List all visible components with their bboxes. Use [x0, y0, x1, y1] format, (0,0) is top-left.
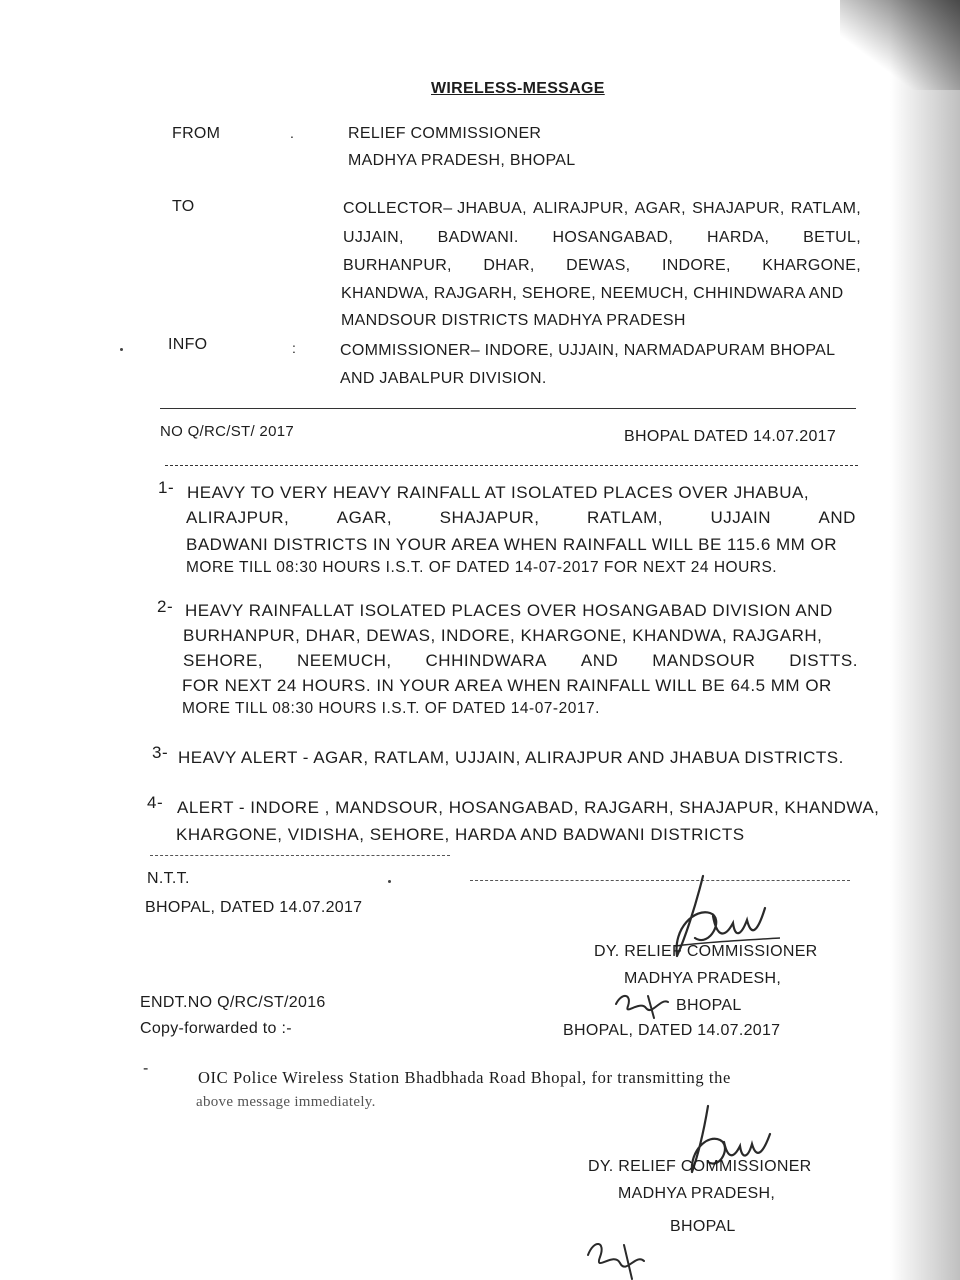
divider-dashed-left — [150, 855, 450, 856]
divider-bottom — [165, 465, 858, 466]
info-line-2: AND JABALPUR DIVISION. — [340, 370, 547, 387]
page-corner-shadow — [840, 0, 960, 90]
item-2-line-1: HEAVY RAINFALLAT ISOLATED PLACES OVER HOSANGABAD DIVISION AND — [185, 601, 833, 620]
signature-2-state: MADHYA PRADESH, — [618, 1185, 776, 1202]
endorsement-text-2: above message immediately. — [196, 1094, 376, 1110]
to-line-5: MANDSOUR DISTRICTS MADHYA PRADESH — [341, 312, 686, 329]
margin-dot — [120, 348, 123, 351]
info-line-1: COMMISSIONER– INDORE, UJJAIN, NARMADAPURAM BHOPAL — [340, 342, 836, 359]
page-edge-shadow — [890, 0, 960, 1280]
item-word: SEHORE, — [183, 651, 264, 670]
ntt-label: N.T.T. — [147, 870, 190, 887]
from-line-2: MADHYA PRADESH, BHOPAL — [348, 152, 576, 169]
to-label: TO — [172, 198, 195, 215]
reference-number: NO Q/RC/ST/ 2017 — [160, 423, 295, 440]
divider-top — [160, 408, 856, 409]
item-4-line-2: KHARGONE, VIDISHA, SEHORE, HARDA AND BADWANI DISTRICTS — [176, 825, 745, 844]
item-3-number: 3- — [152, 743, 169, 762]
item-word: NEEMUCH, — [296, 651, 392, 670]
to-word: COLLECTOR– JHABUA, — [343, 200, 527, 217]
item-word: SHAJAPUR, — [439, 508, 540, 527]
to-word: KHARGONE, — [762, 257, 861, 274]
margin-dot — [388, 880, 391, 883]
from-separator: . — [290, 125, 295, 141]
item-1-line-2 — [186, 508, 856, 528]
signature-1-title: DY. RELIEF COMMISSIONER — [594, 943, 818, 960]
item-1-number: 1- — [158, 478, 175, 497]
item-word: AND — [818, 508, 856, 527]
item-2-line-3 — [183, 651, 858, 671]
signature-1-date: BHOPAL, DATED 14.07.2017 — [563, 1022, 781, 1039]
item-4-line-1: ALERT - INDORE , MANDSOUR, HOSANGABAD, RAJGARH, SHAJAPUR, KHANDWA, — [177, 798, 880, 817]
document-title: WIRELESS-MESSAGE — [431, 80, 605, 97]
item-word: AND — [580, 651, 619, 670]
from-line-1: RELIEF COMMISSIONER — [348, 125, 542, 142]
item-word: UJJAIN — [710, 508, 772, 527]
to-word: UJJAIN, — [343, 229, 404, 246]
to-line-4: KHANDWA, RAJGARH, SEHORE, NEEMUCH, CHHINDWARA AND — [341, 285, 844, 302]
item-word: ALIRAJPUR, — [186, 508, 290, 527]
to-word: AGAR, — [634, 200, 686, 217]
copy-forwarded-label: Copy-forwarded to :- — [140, 1020, 292, 1037]
to-word: BADWANI. — [437, 229, 519, 246]
to-word: BURHANPUR, — [343, 257, 452, 274]
endorsement-number: ENDT.NO Q/RC/ST/2016 — [140, 994, 326, 1011]
item-word: DISTTS. — [789, 651, 858, 670]
item-word: MANDSOUR — [652, 651, 756, 670]
to-word: ALIRAJPUR, — [532, 200, 629, 217]
to-line-1 — [343, 200, 861, 218]
endorsement-bullet: - — [143, 1060, 149, 1077]
item-4-number: 4- — [147, 793, 164, 812]
to-word: DEWAS, — [566, 257, 631, 274]
initials-1-mark — [612, 990, 672, 1020]
item-3-line-1: HEAVY ALERT - AGAR, RATLAM, UJJAIN, ALIRAJPUR AND JHABUA DISTRICTS. — [178, 748, 844, 767]
info-separator: : — [292, 340, 297, 356]
item-2-line-4: FOR NEXT 24 HOURS. IN YOUR AREA WHEN RAINFALL WILL BE 64.5 MM OR — [182, 676, 832, 695]
initials-2-mark — [580, 1235, 650, 1280]
ntt-date: BHOPAL, DATED 14.07.2017 — [145, 899, 363, 916]
item-word: CHHINDWARA — [425, 651, 547, 670]
to-word: DHAR, — [483, 257, 535, 274]
item-word: RATLAM, — [587, 508, 663, 527]
info-label: INFO — [168, 336, 208, 353]
to-word: SHAJAPUR, — [692, 200, 785, 217]
item-word: AGAR, — [336, 508, 393, 527]
to-line-3 — [343, 257, 861, 275]
endorsement-text-1: OIC Police Wireless Station Bhadbhada Road Bhopal, for transmitting the — [198, 1068, 731, 1087]
item-2-line-5: MORE TILL 08:30 HOURS I.S.T. OF DATED 14-07-2017. — [182, 700, 600, 717]
to-word: HARDA, — [707, 229, 770, 246]
signature-2-title: DY. RELIEF COMMISSIONER — [588, 1158, 812, 1175]
to-word: BETUL, — [803, 229, 861, 246]
signature-1-city: BHOPAL — [676, 997, 742, 1014]
reference-date: BHOPAL DATED 14.07.2017 — [624, 428, 837, 445]
to-word: HOSANGABAD, — [552, 229, 674, 246]
to-word: RATLAM, — [790, 200, 861, 217]
signature-2-city: BHOPAL — [670, 1218, 736, 1235]
item-2-line-2: BURHANPUR, DHAR, DEWAS, INDORE, KHARGONE, KHANDWA, RAJGARH, — [183, 626, 823, 645]
signature-1-state: MADHYA PRADESH, — [624, 970, 782, 987]
from-label: FROM — [172, 125, 221, 142]
to-line-2 — [343, 229, 861, 247]
to-word: INDORE, — [661, 257, 731, 274]
item-2-number: 2- — [157, 597, 174, 616]
item-1-line-3: BADWANI DISTRICTS IN YOUR AREA WHEN RAINFALL WILL BE 115.6 MM OR — [186, 535, 838, 554]
item-1-line-4: MORE TILL 08:30 HOURS I.S.T. OF DATED 14-07-2017 FOR NEXT 24 HOURS. — [186, 559, 778, 576]
item-1-line-1: HEAVY TO VERY HEAVY RAINFALL AT ISOLATED PLACES OVER JHABUA, — [187, 483, 810, 502]
